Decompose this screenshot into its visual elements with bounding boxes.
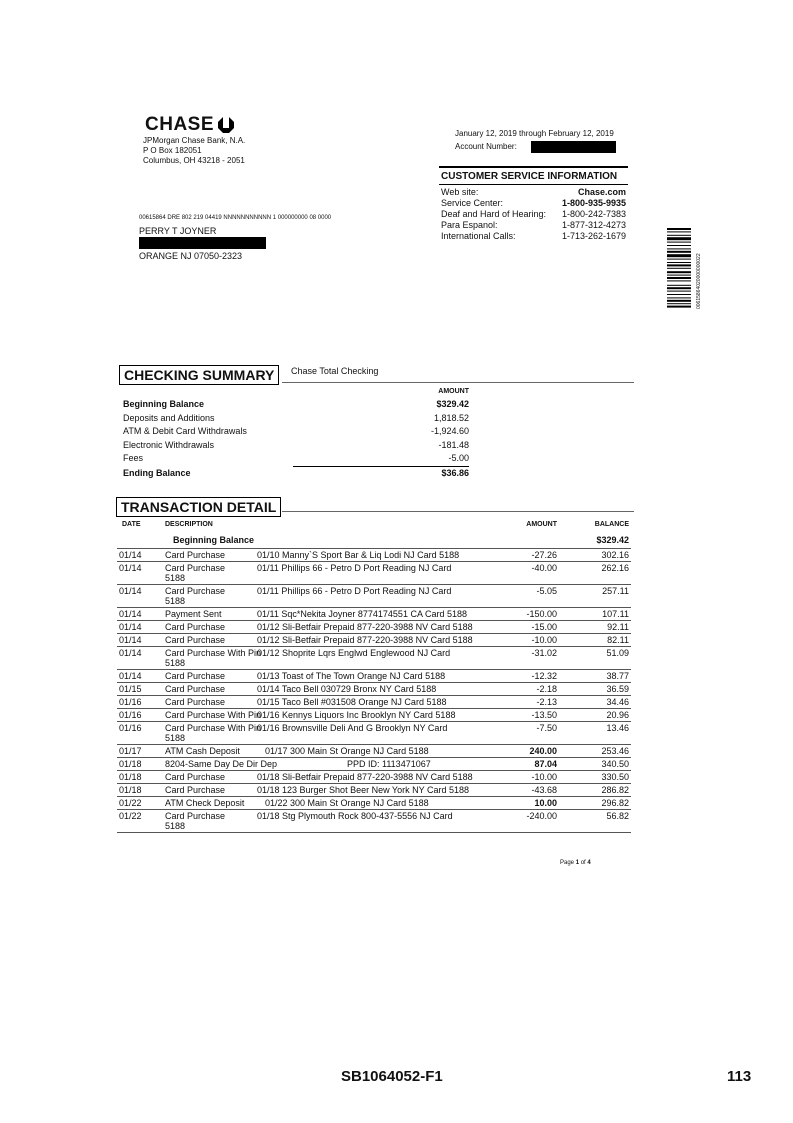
transaction-type: Card Purchase — [165, 772, 226, 782]
barcode-bar — [667, 303, 691, 304]
barcode-bar — [667, 245, 691, 246]
checking-summary-subtitle: Chase Total Checking — [291, 366, 379, 376]
transaction-balance: 51.09 — [606, 648, 629, 658]
transaction-detail: 01/18 Sli-Betfair Prepaid 877-220-3988 NV Card 5188 — [257, 772, 473, 782]
transaction-row — [117, 744, 631, 757]
barcode-bar — [667, 306, 691, 308]
transaction-date: 01/16 — [119, 697, 142, 707]
summary-value: -5.00 — [448, 453, 469, 463]
transaction-balance: 253.46 — [601, 746, 629, 756]
cs-value: 1-800-935-9935 — [561, 198, 626, 208]
transaction-amount: -2.13 — [536, 697, 557, 707]
bank-address — [143, 136, 245, 166]
barcode-bar — [667, 297, 691, 298]
barcode-text: 00615864020000000022 — [696, 253, 702, 310]
transaction-type: Card Purchase — [165, 697, 226, 707]
transaction-header-row — [117, 521, 631, 531]
transaction-type: Card Purchase — [165, 684, 226, 694]
transaction-balance: 56.82 — [606, 811, 629, 821]
transaction-balance: 257.11 — [602, 586, 629, 596]
transaction-balance: 20.96 — [606, 710, 629, 720]
cs-value: 1-713-262-1679 — [561, 231, 626, 241]
barcode-bar — [667, 287, 691, 289]
address-reference-code: 00615864 DRE 802 219 04419 NNNNNNNNNNN 1 000000000 08 0000 — [139, 215, 332, 221]
barcode-bar — [667, 237, 691, 240]
summary-label: Deposits and Additions — [123, 412, 215, 423]
transaction-continuation: 5188 — [165, 733, 186, 743]
header-date: DATE — [122, 521, 141, 528]
transaction-type: ATM Check Deposit — [165, 798, 245, 808]
page-current: 1 — [575, 860, 580, 866]
transaction-amount: -15.00 — [531, 622, 557, 632]
transaction-row — [117, 561, 631, 584]
bank-po-box: P O Box 182051 — [143, 146, 202, 155]
cs-label: Web site: — [441, 187, 479, 197]
transaction-detail: 01/18 Stg Plymouth Rock 800-437-5556 NJ Card — [257, 811, 453, 821]
transaction-amount: -240.00 — [526, 811, 557, 821]
transaction-amount: -27.26 — [531, 550, 557, 560]
transaction-type: Card Purchase — [165, 550, 226, 560]
transaction-row — [117, 770, 631, 783]
cs-value[interactable]: Chase.com — [577, 187, 626, 197]
cs-value: 1-800-242-7383 — [561, 209, 626, 219]
barcode-bar — [667, 262, 691, 263]
transaction-type: 8204-Same Day De Dir Dep — [165, 759, 278, 769]
transaction-date: 01/15 — [119, 684, 142, 694]
statement-period-block — [455, 127, 616, 153]
transaction-balance: 340.50 — [601, 759, 629, 769]
barcode-bar — [667, 275, 691, 276]
transaction-type: Card Purchase With Pin — [165, 648, 262, 658]
transaction-detail: 01/11 Phillips 66 - Petro D Port Reading NJ Card — [257, 586, 452, 596]
transaction-row — [117, 646, 631, 669]
account-number-redaction — [531, 141, 616, 153]
transaction-amount: -5.05 — [536, 586, 557, 596]
transaction-detail: 01/15 Taco Bell #031508 Orange NJ Card 5188 — [257, 697, 447, 707]
transaction-detail: 01/16 Brownsville Deli And G Brooklyn NY Card — [257, 723, 448, 733]
transaction-continuation: 5188 — [165, 573, 186, 583]
transaction-balance: 262.16 — [601, 563, 629, 573]
transaction-detail: 01/22 300 Main St Orange NJ Card 5188 — [265, 798, 429, 808]
summary-row — [123, 439, 469, 453]
transaction-row — [117, 708, 631, 721]
header-description: DESCRIPTION — [165, 521, 213, 528]
transaction-balance: 13.46 — [606, 723, 629, 733]
transaction-type: Payment Sent — [165, 609, 222, 619]
transaction-balance: 92.11 — [607, 622, 629, 632]
customer-service-box — [439, 166, 628, 242]
customer-service-row — [439, 231, 628, 242]
transaction-amount: -31.02 — [531, 648, 557, 658]
transaction-row — [117, 620, 631, 633]
transaction-type: Card Purchase — [165, 563, 226, 573]
barcode-bar — [667, 231, 691, 232]
transaction-date: 01/14 — [119, 648, 142, 658]
transaction-date: 01/14 — [119, 550, 142, 560]
transaction-amount: -13.50 — [531, 710, 557, 720]
transaction-date: 01/22 — [119, 811, 142, 821]
transaction-date: 01/14 — [119, 563, 142, 573]
statement-period: January 12, 2019 through February 12, 2019 — [455, 129, 614, 138]
barcode-bar — [667, 254, 691, 257]
summary-label: Beginning Balance — [123, 399, 205, 409]
transaction-detail: 01/16 Kennys Liquors Inc Brooklyn NY Card 5188 — [257, 710, 456, 720]
cs-label: Service Center: — [441, 198, 504, 208]
transaction-date: 01/14 — [119, 586, 142, 596]
transaction-type: Card Purchase With Pin — [165, 710, 262, 720]
customer-service-title: CUSTOMER SERVICE INFORMATION — [439, 166, 628, 185]
logo-text: CHASE — [145, 114, 215, 135]
barcode-bar — [667, 228, 691, 230]
beginning-balance-value: $329.42 — [596, 535, 629, 545]
chase-octagon-icon — [218, 117, 234, 133]
header-balance: BALANCE — [594, 521, 629, 528]
header-amount: AMOUNT — [526, 521, 557, 528]
transaction-type: Card Purchase With Pin — [165, 723, 262, 733]
customer-name: PERRY T JOYNER — [139, 226, 217, 236]
transaction-amount: 10.00 — [534, 798, 557, 808]
barcode-bar — [667, 248, 691, 249]
transaction-detail: 01/11 Phillips 66 - Petro D Port Reading NJ Card — [257, 563, 452, 573]
transaction-row — [117, 669, 631, 682]
summary-value: -1,924.60 — [430, 426, 469, 436]
transaction-continuation: 5188 — [165, 821, 186, 831]
transaction-detail: 01/11 Sqc*Nekita Joyner 8774174551 CA Card 5188 — [257, 609, 467, 619]
barcode-bar — [667, 259, 691, 260]
transaction-continuation: 5188 — [165, 596, 186, 606]
transaction-detail: 01/10 Manny`S Sport Bar & Liq Lodi NJ Card 5188 — [257, 550, 460, 560]
barcode-bar — [667, 264, 691, 266]
page-prefix: Page — [560, 860, 575, 866]
transaction-row — [117, 757, 631, 770]
barcode-bar — [667, 291, 691, 292]
bank-name: JPMorgan Chase Bank, N.A. — [143, 136, 246, 145]
barcode-bar — [667, 271, 691, 273]
transaction-detail-title: TRANSACTION DETAIL — [116, 497, 281, 517]
transaction-row — [117, 695, 631, 708]
transaction-row — [117, 721, 631, 744]
transaction-detail: 01/14 Taco Bell 030729 Bronx NY Card 5188 — [257, 684, 437, 694]
transaction-type: Card Purchase — [165, 635, 226, 645]
transaction-row — [117, 796, 631, 809]
barcode-bar — [667, 277, 691, 279]
transaction-type: Card Purchase — [165, 811, 226, 821]
transaction-balance: 38.77 — [606, 671, 629, 681]
transaction-detail: 01/12 Sli-Betfair Prepaid 877-220-3988 NV Card 5188 — [257, 622, 473, 632]
summary-value: -181.48 — [438, 439, 469, 450]
transaction-amount: -7.50 — [536, 723, 557, 733]
transaction-date: 01/16 — [119, 710, 142, 720]
summary-row — [123, 412, 469, 426]
summary-label: Fees — [123, 453, 144, 463]
cs-label: International Calls: — [441, 231, 516, 241]
transaction-balance: 82.11 — [607, 635, 629, 645]
transaction-type: Card Purchase — [165, 785, 226, 795]
transaction-row — [117, 682, 631, 695]
transaction-detail: 01/13 Toast of The Town Orange NJ Card 5188 — [257, 671, 446, 681]
page-indicator — [560, 860, 591, 866]
transaction-detail: PPD ID: 1113471067 — [347, 759, 431, 769]
customer-service-row — [439, 209, 628, 220]
cs-label: Deaf and Hard of Hearing: — [441, 209, 547, 219]
footer-document-id: SB1064052-F1 — [341, 1068, 443, 1085]
transaction-date: 01/22 — [119, 798, 142, 808]
transaction-date: 01/14 — [119, 635, 142, 645]
transaction-row — [117, 633, 631, 646]
transaction-type: Card Purchase — [165, 586, 226, 596]
transaction-date: 01/18 — [119, 785, 142, 795]
transaction-balance: 34.46 — [606, 697, 629, 707]
street-redaction — [139, 237, 266, 249]
transaction-date: 01/14 — [119, 609, 142, 619]
summary-row — [123, 467, 469, 481]
summary-row — [123, 398, 469, 412]
summary-value: $36.86 — [441, 467, 469, 478]
barcode-bar — [667, 242, 691, 243]
transaction-balance: 296.82 — [601, 798, 629, 808]
transaction-detail: 01/12 Sli-Betfair Prepaid 877-220-3988 NV Card 5188 — [257, 635, 473, 645]
transaction-date: 01/18 — [119, 772, 142, 782]
cs-label: Para Espanol: — [441, 220, 498, 230]
transaction-detail: 01/12 Shoprite Lqrs Englwd Englewood NJ Card — [257, 648, 451, 658]
transaction-balance: 286.82 — [601, 785, 629, 795]
chase-logo — [145, 114, 234, 136]
transaction-balance: 330.50 — [601, 772, 629, 782]
barcode-bar — [667, 268, 691, 269]
checking-summary-title: CHECKING SUMMARY — [119, 365, 279, 385]
bank-city: Columbus, OH 43218 - 2051 — [143, 156, 245, 165]
transaction-amount: -40.00 — [531, 563, 557, 573]
transaction-type: Card Purchase — [165, 671, 226, 681]
barcode-bar — [667, 280, 691, 281]
summary-rows — [123, 398, 469, 480]
summary-amount-header: AMOUNT — [438, 388, 469, 395]
barcode-bar — [667, 235, 691, 236]
transaction-amount: -12.32 — [531, 671, 557, 681]
summary-divider — [282, 382, 634, 383]
transaction-continuation: 5188 — [165, 658, 186, 668]
customer-city: ORANGE NJ 07050-2323 — [139, 251, 243, 261]
transaction-type: Card Purchase — [165, 622, 226, 632]
barcode-bar — [667, 294, 691, 295]
barcode-bar — [667, 300, 691, 302]
transaction-amount: -2.18 — [536, 684, 557, 694]
transaction-amount: -10.00 — [531, 635, 557, 645]
transaction-date: 01/14 — [119, 622, 142, 632]
summary-label: ATM & Debit Card Withdrawals — [123, 426, 247, 436]
transaction-balance: 107.11 — [602, 609, 629, 619]
transaction-table — [117, 548, 631, 833]
transaction-row — [117, 548, 631, 561]
summary-label: Ending Balance — [123, 467, 191, 478]
account-number-label: Account Number: — [455, 142, 517, 151]
transaction-beginning-row — [117, 535, 631, 547]
summary-value: $329.42 — [436, 399, 469, 409]
customer-service-rows — [439, 187, 628, 242]
transaction-date: 01/16 — [119, 723, 142, 733]
customer-service-row — [439, 220, 628, 231]
transaction-amount: -43.68 — [531, 785, 557, 795]
transaction-date: 01/17 — [119, 746, 142, 756]
transaction-amount: 240.00 — [529, 746, 557, 756]
mailing-address — [139, 213, 331, 261]
transaction-divider — [282, 511, 634, 512]
summary-row — [123, 425, 469, 439]
summary-label: Electronic Withdrawals — [123, 439, 215, 450]
transaction-row — [117, 607, 631, 620]
transaction-row — [117, 584, 631, 607]
summary-row — [123, 452, 469, 466]
transaction-balance: 36.59 — [606, 684, 629, 694]
customer-service-row — [439, 187, 628, 198]
footer-page-number: 113 — [727, 1068, 752, 1085]
transaction-amount: -150.00 — [526, 609, 557, 619]
transaction-detail: 01/17 300 Main St Orange NJ Card 5188 — [265, 746, 429, 756]
transaction-row — [117, 783, 631, 796]
beginning-balance-label: Beginning Balance — [173, 535, 255, 545]
transaction-date: 01/18 — [119, 759, 142, 769]
page-of: of — [580, 860, 586, 866]
transaction-date: 01/14 — [119, 671, 142, 681]
transaction-amount: -10.00 — [531, 772, 557, 782]
transaction-type: ATM Cash Deposit — [165, 746, 240, 756]
transaction-detail: 01/18 123 Burger Shot Beer New York NY Card 5188 — [257, 785, 469, 795]
page-total: 4 — [587, 860, 591, 866]
barcode-image — [667, 228, 691, 335]
checking-summary-table — [123, 388, 469, 480]
account-number-row — [455, 140, 616, 153]
summary-value: 1,818.52 — [433, 412, 469, 423]
cs-value: 1-877-312-4273 — [561, 220, 626, 230]
customer-service-row — [439, 198, 628, 209]
barcode-bar — [667, 285, 691, 286]
transaction-balance: 302.16 — [601, 550, 629, 560]
transaction-amount: 87.04 — [534, 759, 557, 769]
barcode-bar — [667, 251, 691, 253]
transaction-row — [117, 809, 631, 833]
